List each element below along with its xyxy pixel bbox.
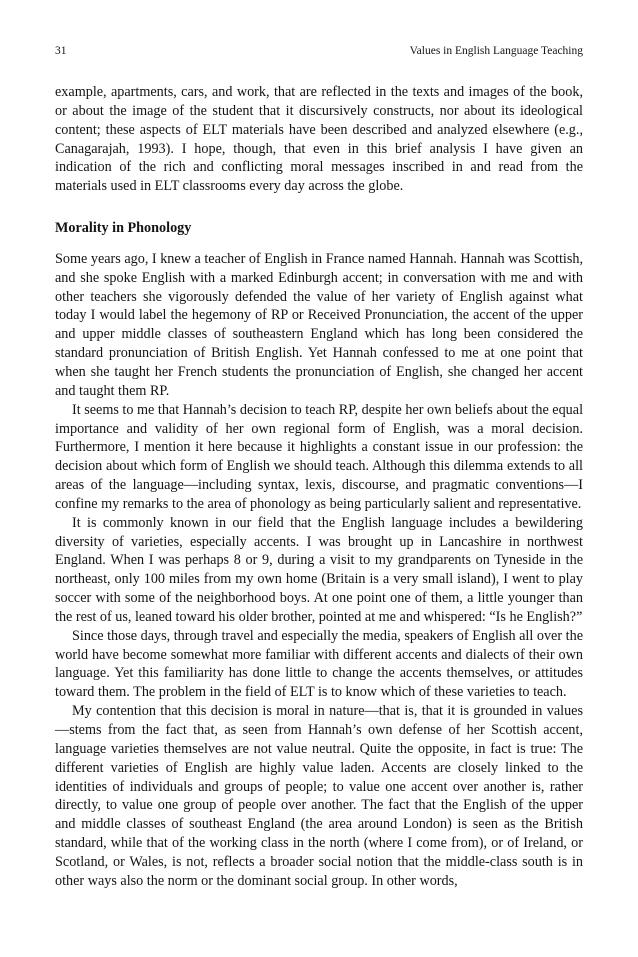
page-number: 31 — [55, 45, 67, 57]
paragraph-varieties: It is commonly known in our field that the English language includes a bewildering diversity of varieties, especially accents. I was brought up in Lancashire in northwest England. When I was perhaps 8 or 9, during a visit to my grandparents on Tyneside in the northeast, only 100 miles from my own home (Britain is a very small island), I went to play soccer with some of the neighborhood boys. At one point one of them, a little younger than the rest of us, leaned toward his older brother, pointed at me and whispered: “Is he English?” — [55, 514, 583, 625]
body-text — [55, 83, 583, 891]
running-title: Values in English Language Teaching — [409, 45, 583, 57]
paragraph-familiarity: Since those days, through travel and especially the media, speakers of English all over the world have become somewhat more familiar with different accents and dialects of their own language. Yet this familiarity has done little to change the accents themselves, or attitudes toward them. The problem in the field of ELT is to know which of these varieties to teach. — [55, 627, 583, 701]
section-heading: Morality in Phonology — [55, 220, 192, 237]
paragraph-contention: My contention that this decision is moral in nature—that is, that it is grounded in values—stems from the fact that, as seen from Hannah’s own defense of her Scottish accent, language varieties themselves are not value neutral. Quite the opposite, in fact is true: The different varieties of English are highly value laden. Accents are closely linked to the identities of individuals and groups of people; to value one accent over another is, rather directly, to value one group of people over another. The fact that the English of the upper and middle classes of southeast England (the area around London) is seen as the British standard, while that of the working class in the north (where I come from), or of Ireland, or Scotland, or Wales, is not, reflects a broader social notion that the middle-class south is in other ways also the norm or the dominant social group. In other words, — [55, 703, 583, 889]
intro-paragraph: example, apartments, cars, and work, that are reflected in the texts and images of the book, or about the image of the student that it discursively constructs, nor about its ideological content; these aspects of ELT materials have been described and analyzed elsewhere (e.g., Canagarajah, 1993). I hope, though, that even in this brief analysis I have given an indication of the rich and conflicting moral messages inscribed in and read from the materials used in ELT classrooms every day across the globe. — [55, 84, 583, 195]
paragraph-moral-decision: It seems to me that Hannah’s decision to teach RP, despite her own beliefs about the equal importance and validity of her own regional form of English, was a moral decision. Furthermore, I mention it here because it highlights a constant issue in our profession: the decision about which form of English we should teach. Although this dilemma extends to all areas of the language—including syntax, lexis, discourse, and pragmatic conventions—I confine my remarks to the area of phonology as being particularly salient and representative. — [55, 401, 584, 512]
paragraph-hannah: Some years ago, I knew a teacher of English in France named Hannah. Hannah was Scottish, and she spoke English with a marked Edinburgh accent; in conversation with me and with other teachers she vigorously defended the value of her variety of English against what today I would label the hegemony of RP or Received Pronunciation, the accent of the upper and upper middle classes of southeastern England which has long been considered the standard pronunciation of British English. Yet Hannah confessed to me at one point that when she taught her French students the pronunciation of English, she changed her accent and taught them RP. — [55, 250, 583, 399]
